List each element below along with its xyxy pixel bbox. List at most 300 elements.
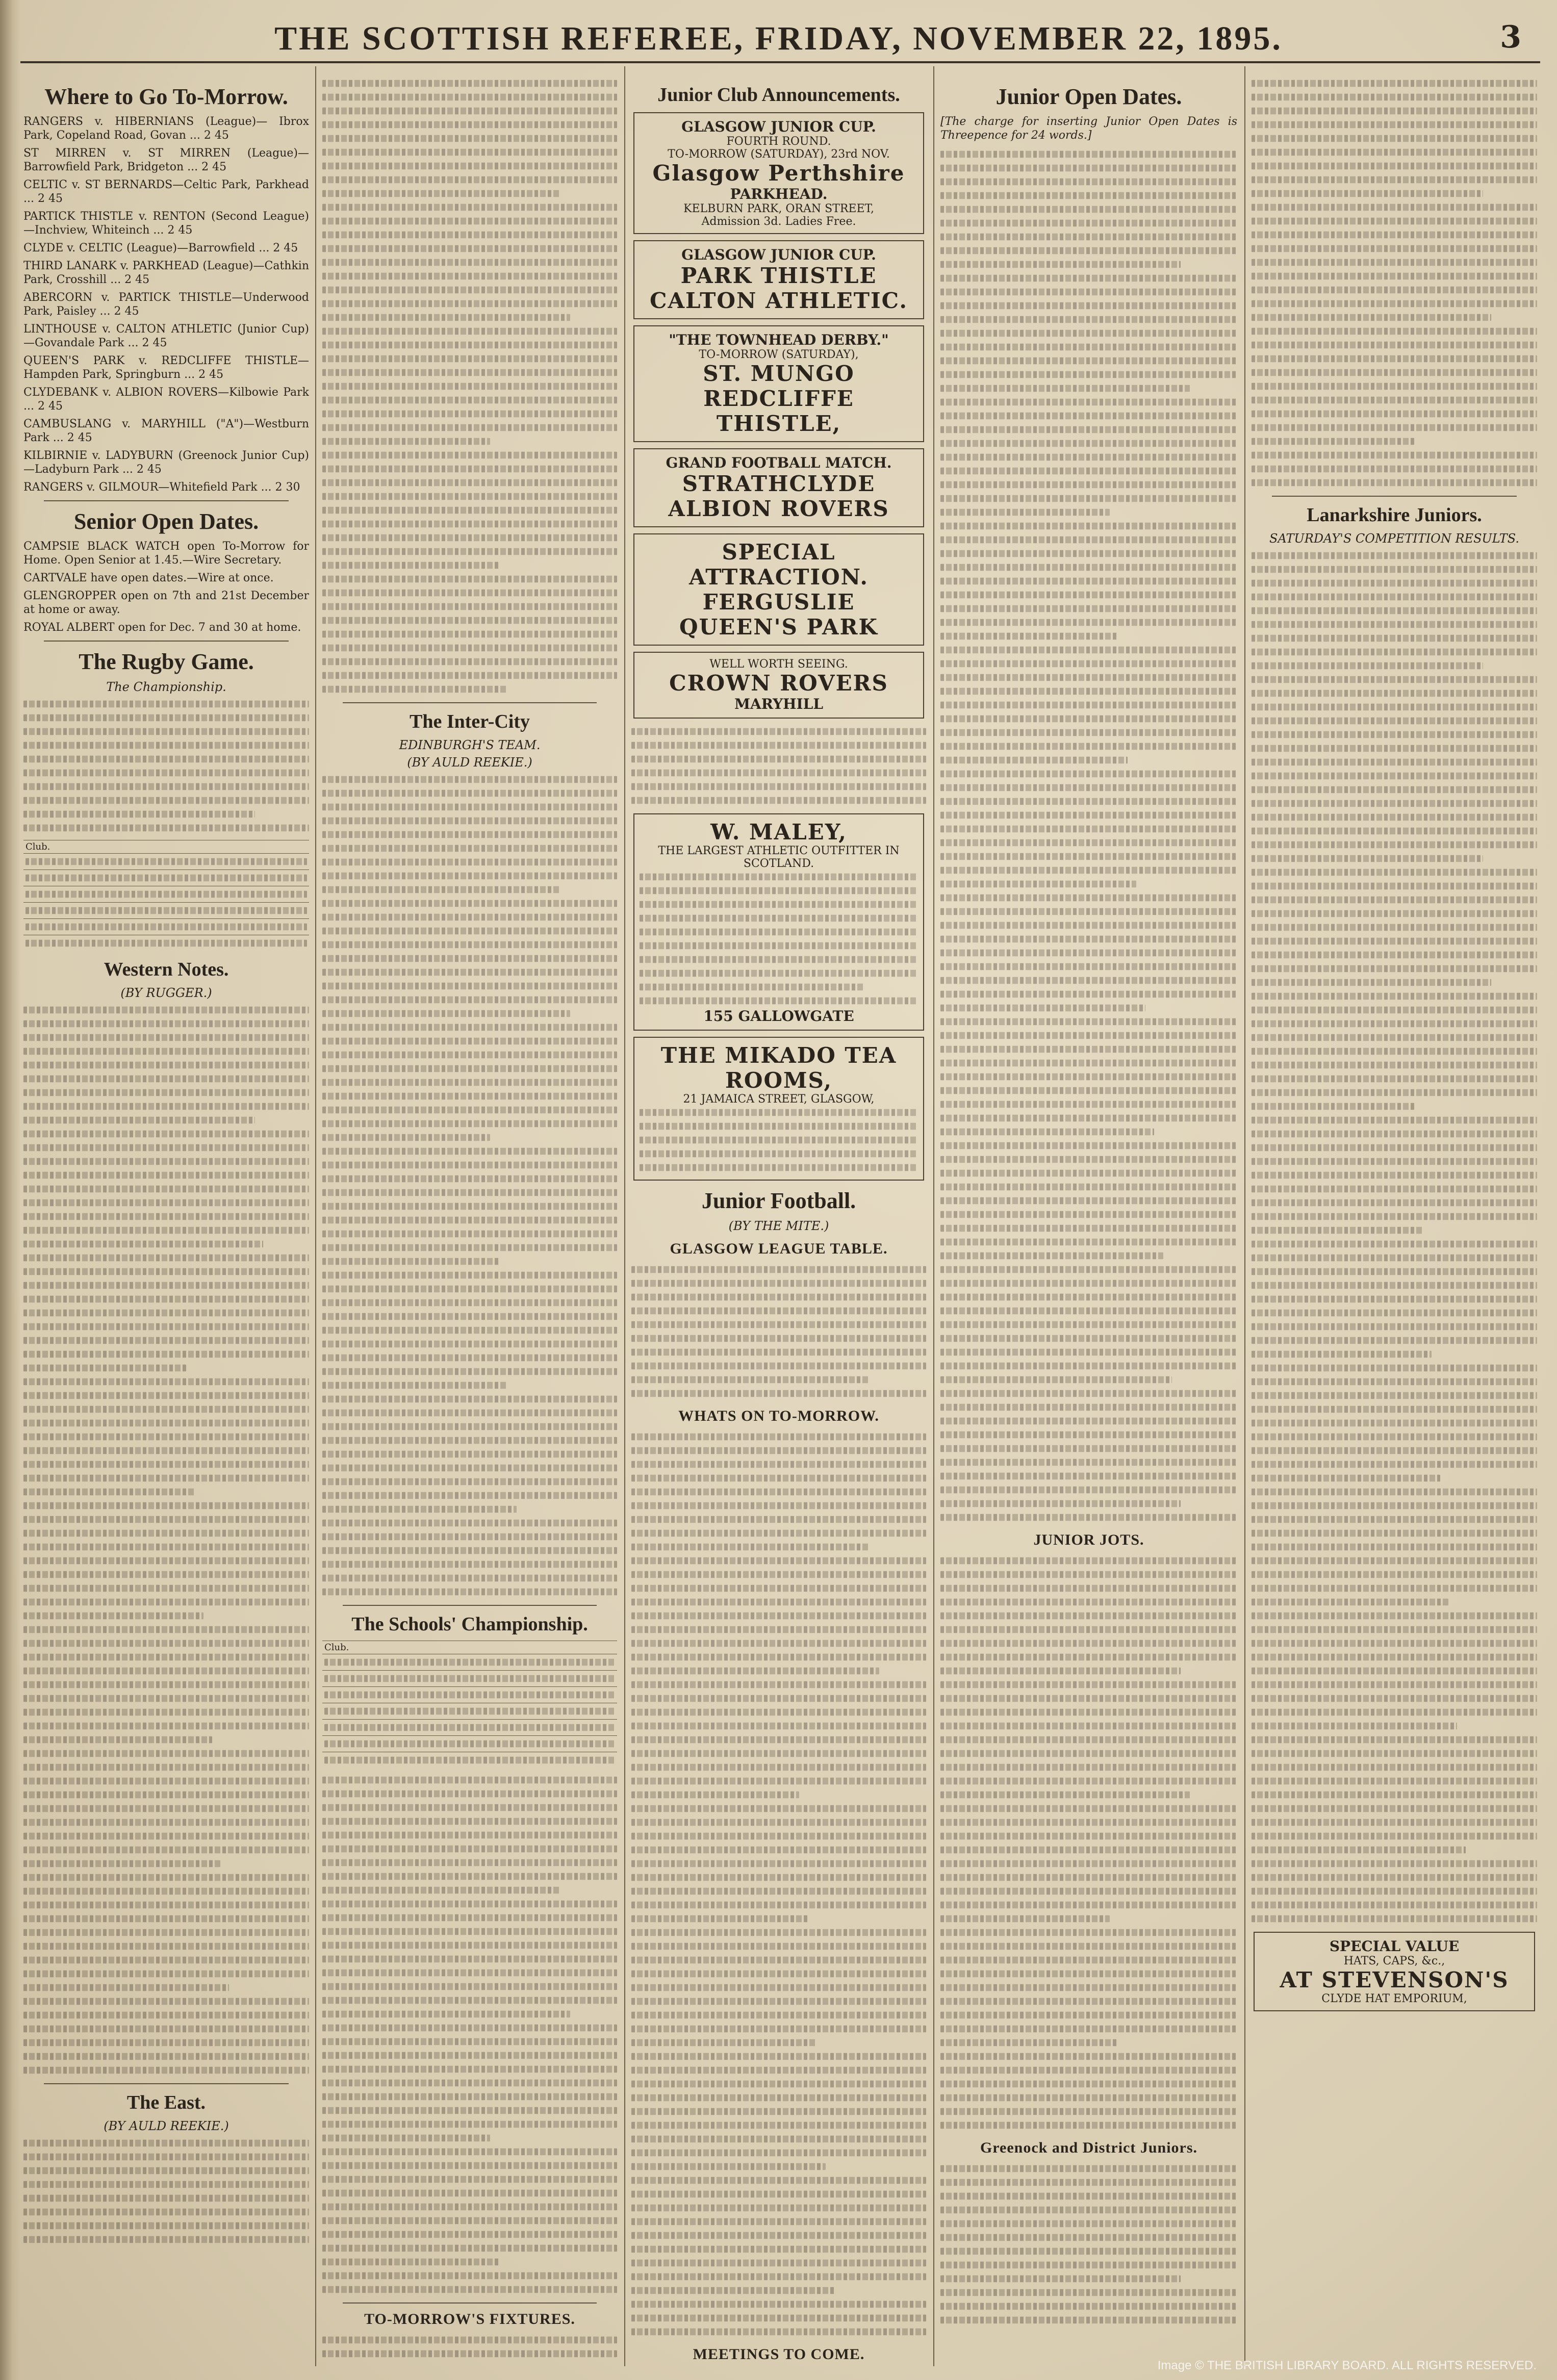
print-line: [940, 1431, 1237, 1439]
print-line: [322, 941, 617, 949]
print-line: [322, 2190, 617, 2197]
schools-heading: The Schools' Championship.: [351, 1614, 588, 1635]
print-line: [322, 94, 617, 101]
print-line: [322, 928, 617, 935]
print-line: [322, 1832, 617, 1839]
print-line: [940, 991, 1237, 998]
print-line: [1252, 1089, 1537, 1096]
advert-line: 155 GALLOWGATE: [703, 1008, 854, 1025]
print-line: [640, 1109, 918, 1116]
print-line: [940, 234, 1237, 241]
print-line: [640, 901, 918, 908]
print-line: [322, 562, 499, 569]
print-line: [322, 342, 617, 349]
print-line: [23, 1365, 186, 1372]
print-line: [940, 495, 1237, 502]
print-line: [1252, 1020, 1537, 1028]
divider: [343, 702, 597, 703]
print-line: [1252, 452, 1537, 459]
print-line: [940, 674, 1237, 681]
print-line: [940, 1613, 1237, 1620]
print-line: [1252, 1241, 1537, 1248]
print-line: [322, 645, 617, 652]
print-line: [322, 983, 617, 990]
print-line: [940, 633, 1118, 640]
print-line: [322, 1341, 617, 1348]
advert-park-thistle: [633, 240, 924, 319]
print-line: [23, 1227, 309, 1234]
print-line: [322, 163, 617, 170]
print-line: [940, 440, 1237, 447]
print-line: [631, 1461, 926, 1468]
masthead-title: THE SCOTTISH REFEREE, FRIDAY, NOVEMBER 22, 1895.: [274, 20, 1283, 57]
print-line: [631, 1308, 926, 1315]
print-line: [322, 790, 617, 797]
print-line: [631, 2012, 926, 2019]
print-line: [1252, 328, 1537, 335]
schools-table: [322, 1641, 617, 1768]
print-line: [1252, 1365, 1537, 1372]
print-line: [1252, 1915, 1537, 1923]
print-line: [631, 2053, 926, 2060]
column-rule: [624, 66, 625, 2366]
print-line: [640, 997, 918, 1005]
lanarkshire-heading: Lanarkshire Juniors.: [1307, 504, 1482, 526]
print-line: [23, 2039, 309, 2046]
print-line: [940, 950, 1237, 957]
print-line: [23, 2209, 309, 2216]
print-line: [23, 1984, 229, 1991]
print-line: [940, 1585, 1237, 1592]
print-line: [940, 1792, 1190, 1799]
print-line: [23, 2140, 309, 2147]
print-line: [1252, 245, 1537, 252]
print-line: [23, 1062, 309, 1069]
print-line: [1252, 1681, 1537, 1688]
print-line: [640, 956, 918, 963]
print-line: [940, 881, 1136, 888]
print-line: [322, 1547, 617, 1554]
print-line: [940, 2234, 1237, 2241]
print-line: [940, 1487, 1237, 1494]
print-line: [23, 1475, 309, 1482]
print-line: [1252, 1282, 1537, 1289]
print-line: [322, 2135, 490, 2142]
print-line: [631, 2081, 926, 2088]
print-line: [1252, 466, 1537, 473]
print-line: [631, 1902, 926, 1909]
print-line: [940, 1805, 1237, 1812]
print-line: [631, 2191, 926, 2198]
print-line: [1252, 745, 1537, 752]
print-line: [23, 1241, 263, 1248]
print-line: [940, 344, 1237, 351]
print-line: [322, 1956, 617, 1963]
print-line: [23, 1970, 309, 1978]
print-line: [940, 1778, 1237, 1785]
print-line: [1252, 1874, 1537, 1881]
print-line: [23, 1943, 309, 1950]
print-line: [322, 996, 617, 1004]
list-item: KILBIRNIE v. LADYBURN (Greenock Junior Cup)—Ladyburn Park ... 2 45: [23, 449, 309, 476]
print-line: [322, 1423, 617, 1430]
print-line: [23, 1310, 309, 1317]
advert-line: GRAND FOOTBALL MATCH.: [666, 454, 892, 471]
print-line: [940, 247, 1237, 254]
print-line: [322, 1272, 617, 1279]
print-line: [940, 536, 1237, 544]
print-line: [940, 1101, 1237, 1108]
print-line: [1252, 662, 1483, 670]
list-item: RANGERS v. GILMOUR—Whitefield Park ... 2 30: [23, 481, 300, 494]
print-line: [23, 1199, 309, 1207]
print-line: [322, 452, 617, 459]
print-line: [631, 1571, 926, 1578]
print-line: [940, 1514, 1237, 1521]
print-line: [940, 426, 1237, 433]
print-line: [1252, 135, 1537, 142]
print-line: [322, 121, 617, 129]
print-line: [940, 1032, 1237, 1039]
print-line: [23, 1571, 309, 1578]
print-line: [322, 617, 617, 624]
article-body: [322, 1773, 617, 2296]
print-line: [940, 1018, 1237, 1026]
list-item: LINTHOUSE v. CALTON ATHLETIC (Junior Cup)—Govandale Park ... 2 45: [23, 323, 309, 349]
print-line: [940, 1819, 1237, 1826]
print-line: [1252, 1310, 1537, 1317]
print-line: [1252, 814, 1537, 821]
print-line: [631, 2094, 926, 2102]
print-line: [1252, 1668, 1537, 1675]
print-line: [322, 1451, 617, 1458]
print-line: [940, 1626, 1237, 1633]
print-line: [322, 232, 617, 239]
print-line: [940, 1736, 1237, 1744]
print-line: [1252, 649, 1537, 656]
print-line: [1252, 94, 1537, 101]
print-line: [631, 1668, 879, 1675]
print-line: [23, 783, 309, 790]
print-line: [322, 534, 617, 542]
print-line: [940, 192, 1237, 199]
list-item: CARTVALE have open dates.—Wire at once.: [23, 572, 274, 584]
print-line: [940, 1709, 1237, 1716]
print-line: [631, 1984, 926, 1991]
print-line: [322, 397, 617, 404]
print-line: [631, 2287, 835, 2294]
print-line: [1252, 786, 1537, 794]
print-line: [631, 1502, 926, 1509]
print-line: [631, 1376, 870, 1384]
advert-line: CROWN ROVERS: [669, 671, 888, 696]
print-line: [322, 1354, 617, 1362]
print-line: [940, 1294, 1237, 1301]
print-line: [940, 1266, 1237, 1273]
print-line: [1252, 1723, 1457, 1730]
print-line: [1252, 1475, 1440, 1482]
print-line: [631, 1640, 926, 1647]
print-line: [322, 493, 617, 500]
print-line: [940, 2289, 1237, 2296]
print-line: [1252, 163, 1537, 170]
print-line: [23, 1998, 309, 2005]
print-line: [322, 1575, 617, 1582]
print-line: [1252, 1695, 1537, 1702]
advert-line: TO-MORROW (SATURDAY),: [699, 348, 859, 361]
print-line: [1252, 314, 1491, 321]
print-line: [1252, 1736, 1537, 1744]
article-body: [23, 1003, 309, 2077]
print-line: [940, 894, 1237, 902]
print-line: [322, 1189, 617, 1196]
print-line: [23, 2195, 309, 2202]
print-line: [940, 1184, 1237, 1191]
print-line: [322, 1589, 617, 1596]
print-line: [322, 1969, 617, 1977]
list-item: RANGERS v. HIBERNIANS (League)— Ibrox Park, Copeland Road, Govan ... 2 45: [23, 115, 309, 142]
print-line: [940, 771, 1237, 778]
advert-line: PARK THISTLE: [680, 263, 877, 288]
print-line: [1252, 1709, 1537, 1716]
article-body: [1252, 741, 1537, 1926]
print-line: [322, 479, 617, 487]
print-line: [322, 2217, 617, 2224]
print-line: [631, 770, 926, 777]
print-line: [940, 908, 1237, 915]
print-line: [631, 2205, 926, 2212]
print-line: [631, 1915, 808, 1923]
print-line: [1252, 273, 1537, 280]
print-line: [23, 1076, 309, 1083]
print-line: [1252, 910, 1537, 917]
print-line: [322, 2337, 617, 2344]
print-line: [940, 784, 1237, 791]
lanarkshire-subhead: SATURDAY'S COMPETITION RESULTS.: [1269, 531, 1519, 546]
divider: [44, 641, 289, 642]
print-line: [940, 826, 1237, 833]
print-line: [23, 1915, 309, 1923]
junior-football-heading: Junior Football.: [701, 1188, 856, 1213]
print-line: [631, 1847, 926, 1854]
print-line: [1252, 1847, 1466, 1854]
print-line: [322, 2231, 617, 2238]
advert-line: HATS, CAPS, &c.,: [1343, 1955, 1445, 1967]
print-line: [23, 1282, 309, 1289]
print-line: [23, 701, 309, 708]
print-line: [23, 1530, 309, 1537]
print-line: [23, 1089, 309, 1096]
print-line: [23, 1144, 309, 1151]
print-line: [322, 2038, 617, 2045]
print-line: [23, 1709, 309, 1716]
masthead-rule: [20, 61, 1540, 63]
print-line: [940, 1252, 1163, 1260]
print-line: [322, 438, 490, 445]
print-line: [631, 1475, 926, 1482]
print-line: [322, 1024, 617, 1031]
print-line: [940, 1500, 1181, 1507]
print-line: [631, 1280, 926, 1287]
print-line: [1252, 1640, 1537, 1647]
print-line: [1252, 1186, 1537, 1193]
print-line: [1252, 1502, 1537, 1509]
print-line: [1252, 1461, 1537, 1468]
print-line: [322, 1506, 517, 1513]
print-line: [1252, 1213, 1537, 1220]
print-line: [23, 770, 309, 777]
print-line: [23, 1668, 309, 1675]
print-line: [1252, 979, 1491, 986]
print-line: [940, 715, 1237, 723]
print-line: [1252, 1613, 1537, 1620]
print-line: [940, 1473, 1237, 1480]
advert-line: WELL WORTH SEEING.: [709, 658, 848, 671]
print-line: [640, 887, 918, 894]
print-line: [631, 2232, 926, 2239]
print-line: [1252, 1296, 1537, 1303]
print-line: [940, 2108, 1237, 2115]
print-line: [322, 1804, 617, 1811]
print-line: [322, 1997, 617, 2004]
junior-open-dates-note: [The charge for inserting Junior Open Dates is Threepence for 24 words.]: [940, 115, 1237, 142]
article-body: [322, 76, 617, 696]
advert-line: REDCLIFFE THISTLE,: [703, 386, 854, 436]
advert-line: ALBION ROVERS: [668, 496, 889, 521]
print-line: [940, 1308, 1237, 1315]
print-line: [1252, 1764, 1537, 1771]
print-line: [23, 1860, 220, 1867]
print-line: [631, 1530, 926, 1537]
print-line: [23, 1172, 309, 1179]
advert-line: SPECIAL ATTRACTION.: [688, 540, 869, 590]
print-line: [631, 2328, 926, 2336]
print-line: [631, 1819, 926, 1826]
print-line: [322, 686, 508, 693]
western-notes-heading: Western Notes.: [104, 959, 229, 980]
article-body: [322, 773, 617, 1599]
print-line: [940, 688, 1237, 695]
advert-line: GLASGOW JUNIOR CUP.: [681, 246, 876, 263]
print-line: [940, 1847, 1237, 1854]
print-line: [23, 1186, 309, 1193]
print-line: [940, 261, 1181, 268]
print-line: [23, 2053, 309, 2060]
print-line: [322, 631, 617, 638]
print-line: [23, 1020, 309, 1028]
print-line: [1252, 1447, 1537, 1454]
print-line: [940, 1349, 1237, 1356]
print-line: [631, 1544, 870, 1551]
print-line: [631, 2108, 926, 2115]
advert-glasgow-junior-cup: [633, 112, 924, 234]
fixtures-list: [322, 2333, 617, 2361]
print-line: [322, 218, 617, 225]
print-line: [631, 2026, 926, 2033]
print-line: [640, 1137, 918, 1144]
print-line: [940, 1280, 1237, 1287]
print-line: [940, 2193, 1237, 2200]
print-line: [23, 1613, 203, 1620]
print-line: [23, 1158, 309, 1165]
advert-line: "THE TOWNHEAD DERBY.": [669, 331, 889, 348]
print-line: [940, 853, 1237, 860]
print-line: [631, 2246, 926, 2253]
print-line: [1252, 635, 1537, 642]
print-line: [940, 550, 1237, 557]
print-line: [940, 1239, 1237, 1246]
print-line: [23, 1378, 309, 1386]
fixtures-heading: TO-MORROW'S FIXTURES.: [364, 2311, 575, 2327]
print-line: [640, 929, 918, 936]
print-line: [940, 1695, 1237, 1702]
print-line: [23, 1213, 309, 1220]
print-line: [322, 2121, 617, 2128]
print-line: [322, 1134, 490, 1141]
print-line: [1252, 1227, 1423, 1234]
print-line: [940, 1005, 1145, 1012]
print-line: [1252, 1351, 1432, 1358]
advert-line: CALTON ATHLETIC.: [650, 288, 908, 313]
print-line: [631, 1516, 926, 1523]
where-to-go-heading: Where to Go To-Morrow.: [44, 84, 288, 109]
print-line: [631, 1874, 926, 1881]
print-line: [1252, 300, 1537, 308]
print-line: [23, 1805, 309, 1812]
advert-line: SPECIAL VALUE: [1329, 1938, 1460, 1955]
print-line: [23, 1502, 309, 1509]
print-line: [1252, 1158, 1537, 1165]
print-line: [1252, 1516, 1537, 1523]
print-line: [322, 80, 617, 87]
print-line: [940, 275, 1237, 282]
print-line: [322, 1873, 617, 1880]
print-line: [322, 1313, 617, 1320]
print-line: [322, 2162, 617, 2169]
print-line: [940, 798, 1237, 805]
advert-line: 21 JAMAICA STREET, GLASGOW,: [683, 1093, 875, 1106]
print-line: [322, 245, 617, 252]
print-line: [322, 590, 617, 597]
advert-line: FOURTH ROUND.: [726, 135, 831, 148]
print-line: [631, 1294, 926, 1301]
print-line: [940, 289, 1237, 296]
print-line: [940, 1929, 1237, 1936]
print-line: [940, 812, 1237, 819]
print-line: [1252, 1599, 1448, 1606]
print-line: [940, 1073, 1237, 1081]
print-line: [940, 2165, 1237, 2172]
print-line: [23, 1557, 309, 1565]
print-line: [631, 1695, 926, 1702]
inter-city-byline: (BY AULD REEKIE.): [407, 755, 532, 770]
article-body: [23, 697, 309, 835]
print-line: [631, 2218, 926, 2225]
print-line: [940, 1723, 1237, 1730]
print-line: [1252, 897, 1537, 904]
advert-maley: [633, 813, 924, 1031]
advert-line: W. MALEY,: [710, 820, 847, 844]
print-line: [322, 1120, 617, 1128]
print-line: [940, 578, 1237, 585]
print-line: [23, 756, 309, 763]
list-item: CAMPSIE BLACK WATCH open To-Morrow for Home. Open Senior at 1.45.—Wire Secretary.: [23, 540, 309, 567]
page-edge: [0, 0, 20, 2380]
print-line: [1252, 800, 1537, 807]
print-line: [322, 1244, 617, 1251]
print-line: [940, 1363, 1237, 1370]
print-line: [940, 867, 1237, 874]
